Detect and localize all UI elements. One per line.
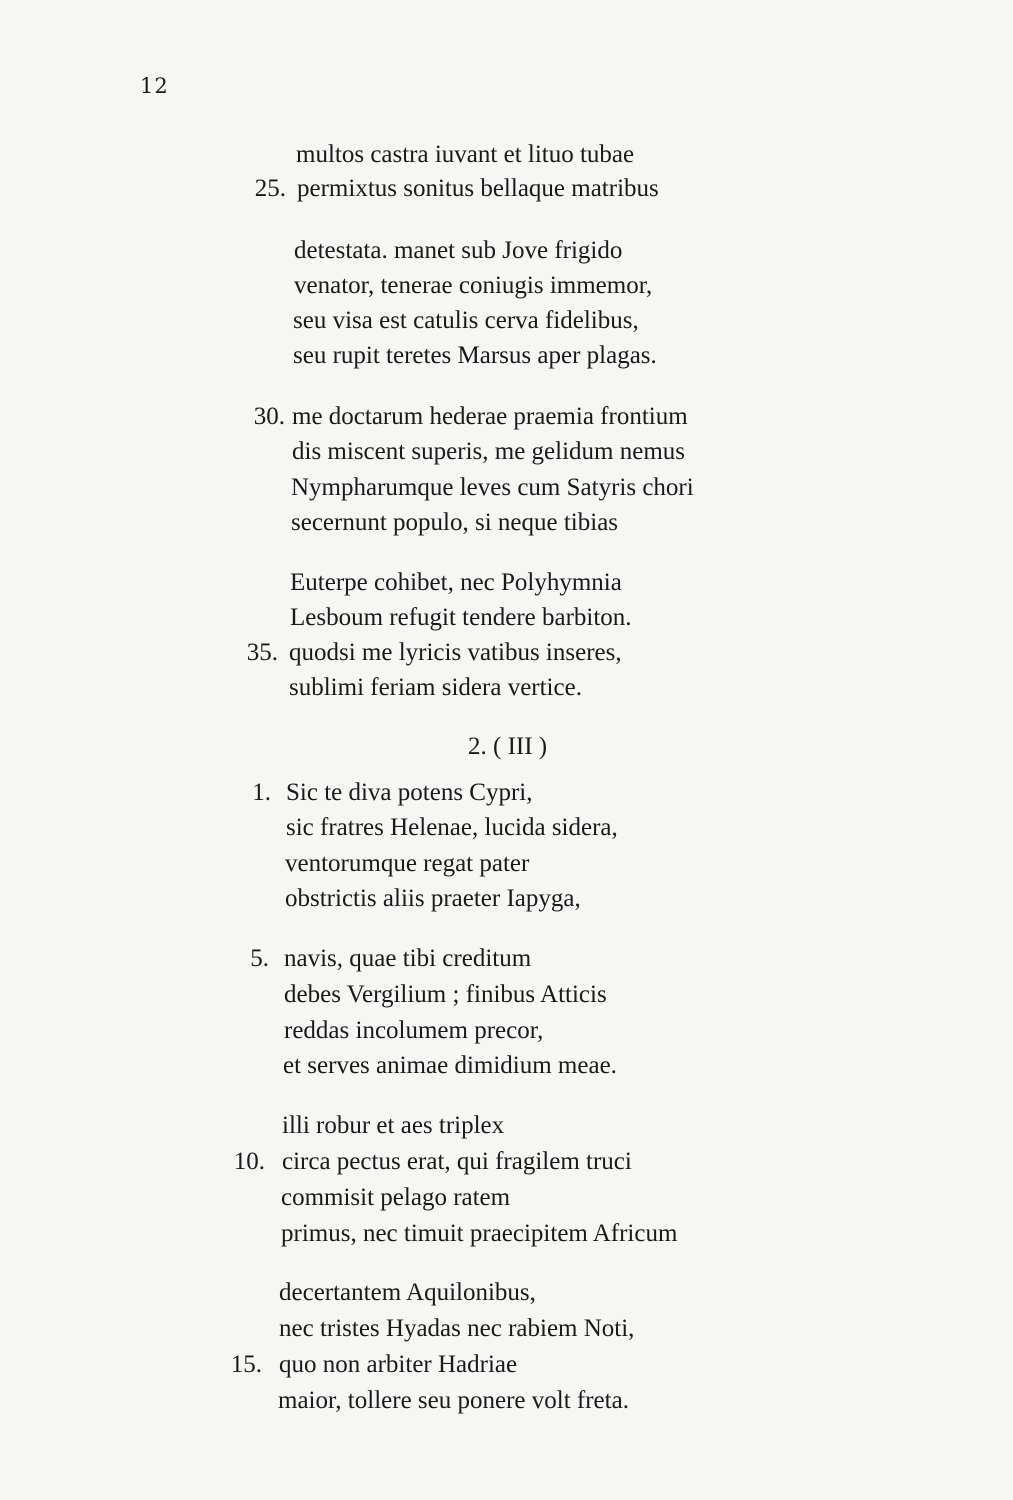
page-number: 12 [140,74,169,98]
line-number: 15. [230,1351,262,1378]
verse-line: seu rupit teretes Marsus aper plagas. [293,342,657,369]
verse-line: nec tristes Hyadas nec rabiem Noti, [279,1315,635,1342]
verse-line: decertantem Aquilonibus, [279,1279,536,1306]
line-number: 30. [253,403,285,430]
verse-line: 5. navis, quae tibi creditum [0,942,1013,976]
verse-line: 35. quodsi me lyricis vatibus inseres, [0,636,1013,670]
line-number: 10. [233,1148,265,1175]
verse-line: seu visa est catulis cerva fidelibus, [293,307,639,334]
verse-line: primus, nec timuit praecipitem Africum [281,1220,678,1247]
verse-line: 25. permixtus sonitus bellaque matribus [0,172,1013,206]
verse-line: Euterpe cohibet, nec Polyhymnia [290,569,622,596]
line-number: 5. [250,945,269,972]
verse-line: 15. quo non arbiter Hadriae [0,1348,1013,1382]
verse-line: maior, tollere seu ponere volt freta. [278,1387,629,1414]
verse-line: venator, tenerae coniugis immemor, [294,272,653,299]
verse-line: 10. circa pectus erat, qui fragilem truci [0,1145,1013,1179]
verse-line: dis miscent superis, me gelidum nemus [292,438,686,465]
verse-line: reddas incolumem precor, [284,1017,544,1044]
verse-line: debes Vergilium ; finibus Atticis [284,981,607,1008]
verse-line: obstrictis aliis praeter Iapyga, [285,885,581,912]
verse-line: sic fratres Helenae, lucida sidera, [286,814,618,841]
verse-line: Nympharumque leves cum Satyris chori [291,474,694,501]
line-number: 25. [254,175,286,202]
line-number: 35. [246,639,278,666]
verse-line: secernunt populo, si neque tibias [291,509,619,536]
verse-line: 30. me doctarum hederae praemia frontium [0,400,1013,434]
poem-text: multos castra iuvant et lituo tubae 25. permixtus sonitus bellaque matribus detestata. manet sub Jove frigido venator, tenerae coniugis immemor, seu visa est catulis cerva fidelibus, seu rupit teretes Marsus aper plagas. 30. me doctarum hederae praemia frontium dis miscent superis, me gelidum nemus Nympharumque leves cum Satyris chori secernunt populo, si neque tibias Euterpe cohibet, nec Polyhymnia Lesboum refugit tendere barbiton. 35. quodsi me lyricis vatibus inseres, sublimi feriam sidera vertice. 2. ( III ) 1. Sic te diva potens Cypri, sic fratres Helenae, lucida sidera, ventorumque regat pater obstrictis aliis praeter Iapyga, 5. navis, quae tibi creditum debes Vergilium ; finibus Atticis reddas incolumem precor, et serves animae dimidium meae. illi robur et aes triplex 10. circa pectus erat, qui fragilem truci commisit pelago ratem primus, nec timuit praecipitem Africum decertantem Aquilonibus, nec tristes Hyadas nec rabiem Noti, 15. quo non arbiter Hadriae maior, tollere seu ponere volt freta. [0,0,1013,1500]
verse-line: detestata. manet sub Jove frigido [294,237,623,264]
line-number: 1. [252,779,271,806]
verse-line: illi robur et aes triplex [282,1112,505,1139]
verse-line: sublimi feriam sidera vertice. [289,674,582,701]
verse-line: et serves animae dimidium meae. [283,1052,617,1079]
verse-line: Lesboum refugit tendere barbiton. [290,604,632,631]
verse-line: 1. Sic te diva potens Cypri, [0,776,1013,810]
verse-line: ventorumque regat pater [285,850,530,877]
verse-line: multos castra iuvant et lituo tubae [296,141,635,168]
verse-line: commisit pelago ratem [281,1184,511,1211]
